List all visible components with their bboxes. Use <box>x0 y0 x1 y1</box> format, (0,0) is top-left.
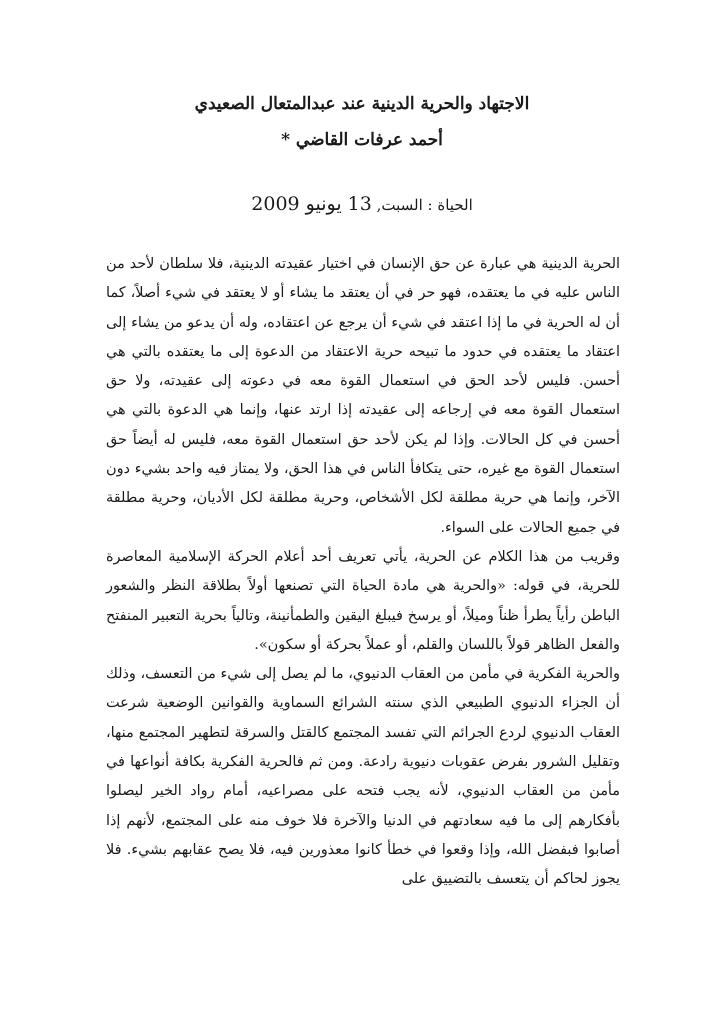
source-line <box>0 192 724 217</box>
publication-date: 13 يونيو 2009 <box>251 193 372 215</box>
article-body <box>106 250 620 895</box>
paragraph: الحرية الدينية هي عبارة عن حق الإنسان في اختيار عقيدته الدينية، فلا سلطان لأحد من الناس عليه في ما يعتقده، فهو حر في أن يعتقد ما يشاء أو لا يعتقد في شيء أصلاً، كما أن له الحرية في ما إذا اعتقد في شيء أن يرجع عن اعتقاده، وله أن يدعو من يشاء إلى اعتقاد ما يعتقده في حدود ما تبيحه حرية الاعتقاد من الدعوة إلى ما يعتقده بالتي هي أحسن. فليس لأحد الحق في استعمال القوة معه في دعوته إلى عقيدته، ولا حق استعمال القوة معه في إرجاعه إلى عقيدته إذا ارتد عنها، وإنما هي الدعوة بالتي هي أحسن في كل الحالات. وإذا لم يكن لأحد حق استعمال القوة معه، فليس له أيضاً حق استعمال القوة مع غيره، حتى يتكافأ الناس في هذا الحق، ولا يمتاز فيه واحد بشيء دون الآخر، وإنما هي حرية مطلقة لكل الأشخاص، وحرية مطلقة لكل الأديان، وحرية مطلقة في جميع الحالات على السواء. <box>106 256 620 536</box>
article-title: الاجتهاد والحرية الدينية عند عبدالمتعال الصعيدي <box>194 94 530 114</box>
paragraph: وقريب من هذا الكلام عن الحرية، يأتي تعريف أحد أعلام الحركة الإسلامية المعاصرة للحرية، في قوله: «والحرية هي مادة الحياة التي تصنعها أولاً بطلاقة النظر والشعور الباطن رأياً يطرأ ظناً وميلاً، أو يرسخ فيبلغ اليقين والطمأنينة، وتالياً بحرية التعبير المنفتح والفعل الظاهر قولاً باللسان والقلم، أو عملاً بحركة أو سكون». <box>106 548 620 653</box>
article-author: أحمد عرفات القاضي * <box>281 130 443 150</box>
publication-name: الحياة : السبت, <box>376 196 473 214</box>
paragraph: والحرية الفكرية في مأمن من العقاب الدنيوي، ما لم يصل إلى شيء من التعسف، وذلك أن الجزاء الدنيوي الطبيعي الذي سنته الشرائع السماوية والقوانين الوضعية شرعت العقاب الدنيوي لردع الجرائم التي تفسد المجتمع كالقتل والسرقة لتطهير المجتمع منها، وتقليل الشرور بفرض عقوبات دنيوية رادعة. ومن ثم فالحرية الفكرية بكافة أنواعها في مأمن من العقاب الدنيوي، لأنه يجب فتحه على مصراعيه، أمام رواد الخير ليصلوا بأفكارهم إلى ما فيه سعادتهم في الدنيا والآخرة فلا خوف منه على المجتمع، لأنهم إذا أصابوا فبفضل الله، وإذا وقعوا في خطأ كانوا معذورين فيه، فلا يصح عقابهم بشيء. فلا يجوز لحاكم أن يتعسف بالتضييق على <box>106 666 620 888</box>
